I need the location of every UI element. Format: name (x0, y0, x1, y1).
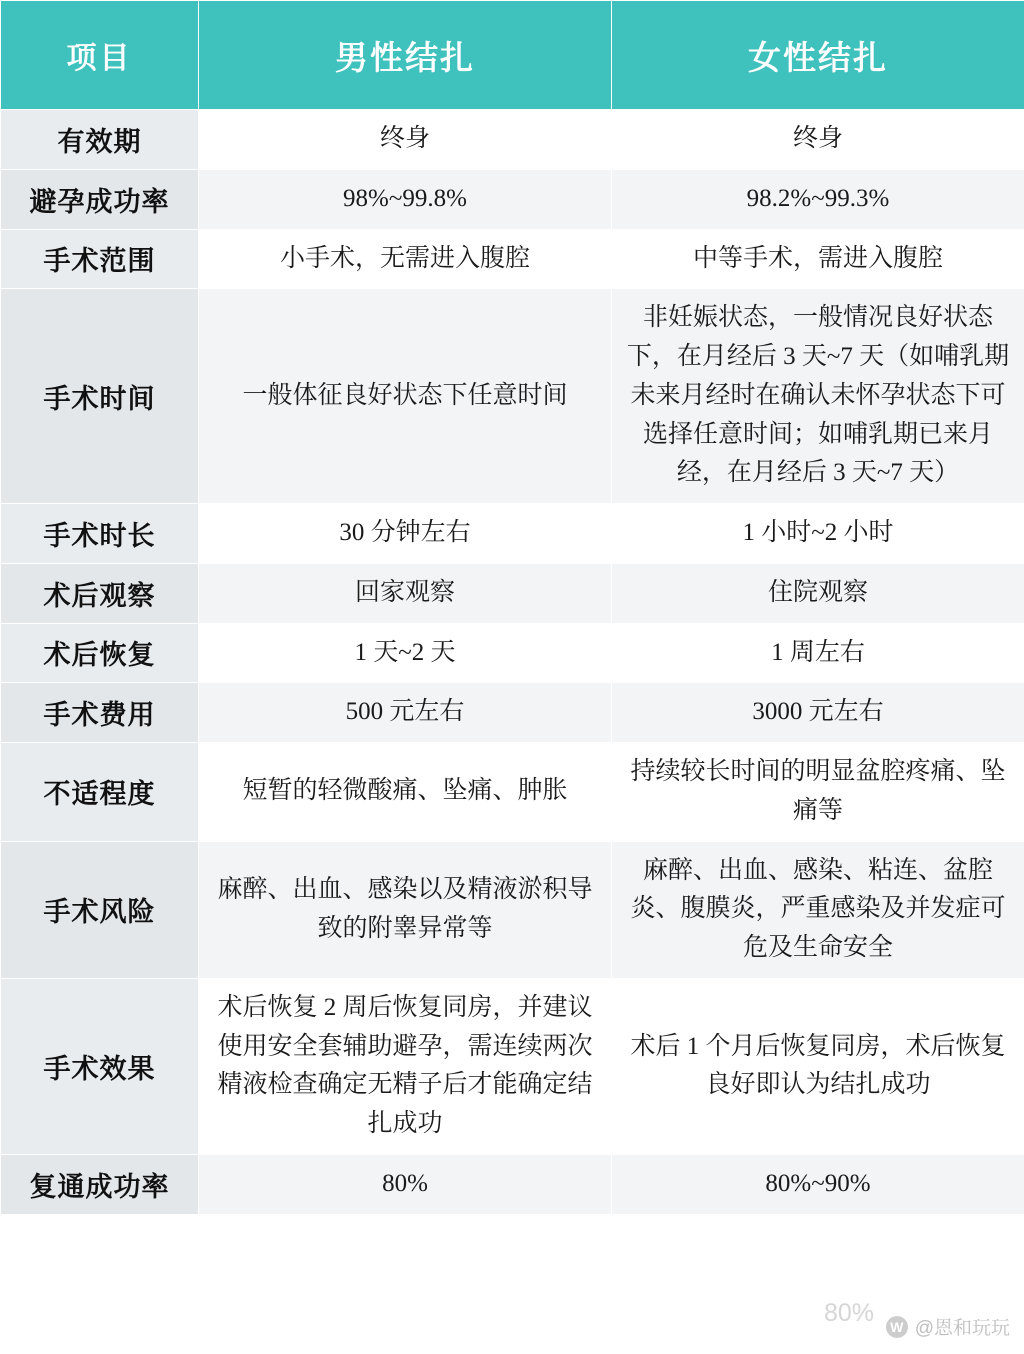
cell-male: 终身 (199, 110, 612, 170)
cell-male: 短暂的轻微酸痛、坠痛、肿胀 (199, 743, 612, 842)
table-row (1, 229, 1024, 289)
table-row (1, 169, 1024, 229)
watermark-ghost-text: 80% (823, 1299, 874, 1327)
table-row (1, 1154, 1024, 1214)
watermark-text: @恩和玩玩 (914, 1318, 1010, 1339)
row-label: 手术时间 (1, 289, 199, 504)
row-label: 术后观察 (1, 563, 199, 623)
cell-male: 一般体征良好状态下任意时间 (199, 289, 612, 504)
table-row (1, 683, 1024, 743)
column-header-female: 女性结扎 (612, 1, 1024, 110)
table-row (1, 978, 1024, 1154)
row-label: 不适程度 (1, 743, 199, 842)
cell-female: 麻醉、出血、感染、粘连、盆腔炎、腹膜炎，严重感染及并发症可危及生命安全 (612, 841, 1024, 978)
row-label: 复通成功率 (1, 1154, 199, 1214)
table-body (1, 110, 1024, 1215)
cell-male: 98%~99.8% (199, 169, 612, 229)
table-row (1, 743, 1024, 842)
cell-male: 30 分钟左右 (199, 504, 612, 564)
row-label: 避孕成功率 (1, 169, 199, 229)
weibo-icon: W (886, 1316, 908, 1338)
column-header-item: 项目 (1, 1, 199, 110)
row-label: 手术效果 (1, 978, 199, 1154)
cell-male: 回家观察 (199, 563, 612, 623)
row-label: 手术风险 (1, 841, 199, 978)
row-label: 手术费用 (1, 683, 199, 743)
cell-male: 术后恢复 2 周后恢复同房，并建议使用安全套辅助避孕，需连续两次精液检查确定无精子后才能确定结扎成功 (199, 978, 612, 1154)
row-label: 有效期 (1, 110, 199, 170)
column-header-male: 男性结扎 (199, 1, 612, 110)
watermark (886, 1313, 1010, 1340)
cell-male: 麻醉、出血、感染以及精液淤积导致的附睾异常等 (199, 841, 612, 978)
table-row (1, 289, 1024, 504)
table-row (1, 563, 1024, 623)
cell-male: 1 天~2 天 (199, 623, 612, 683)
table-header (1, 1, 1024, 110)
table-row (1, 110, 1024, 170)
table-row (1, 504, 1024, 564)
cell-female: 1 小时~2 小时 (612, 504, 1024, 564)
cell-male: 80% (199, 1154, 612, 1214)
table-header-row (1, 1, 1024, 110)
row-label: 术后恢复 (1, 623, 199, 683)
cell-female: 终身 (612, 110, 1024, 170)
table-row (1, 623, 1024, 683)
cell-female: 非妊娠状态，一般情况良好状态下，在月经后 3 天~7 天（如哺乳期未来月经时在确认未怀孕状态下可选择任意时间；如哺乳期已来月经，在月经后 3 天~7 天） (612, 289, 1024, 504)
cell-female: 98.2%~99.3% (612, 169, 1024, 229)
cell-male: 小手术，无需进入腹腔 (199, 229, 612, 289)
cell-female: 术后 1 个月后恢复同房，术后恢复良好即认为结扎成功 (612, 978, 1024, 1154)
table-row (1, 841, 1024, 978)
cell-female: 中等手术，需进入腹腔 (612, 229, 1024, 289)
row-label: 手术时长 (1, 504, 199, 564)
cell-female: 1 周左右 (612, 623, 1024, 683)
cell-female: 住院观察 (612, 563, 1024, 623)
cell-female: 持续较长时间的明显盆腔疼痛、坠痛等 (612, 743, 1024, 842)
cell-female: 80%~90% (612, 1154, 1024, 1214)
cell-female: 3000 元左右 (612, 683, 1024, 743)
row-label: 手术范围 (1, 229, 199, 289)
cell-male: 500 元左右 (199, 683, 612, 743)
